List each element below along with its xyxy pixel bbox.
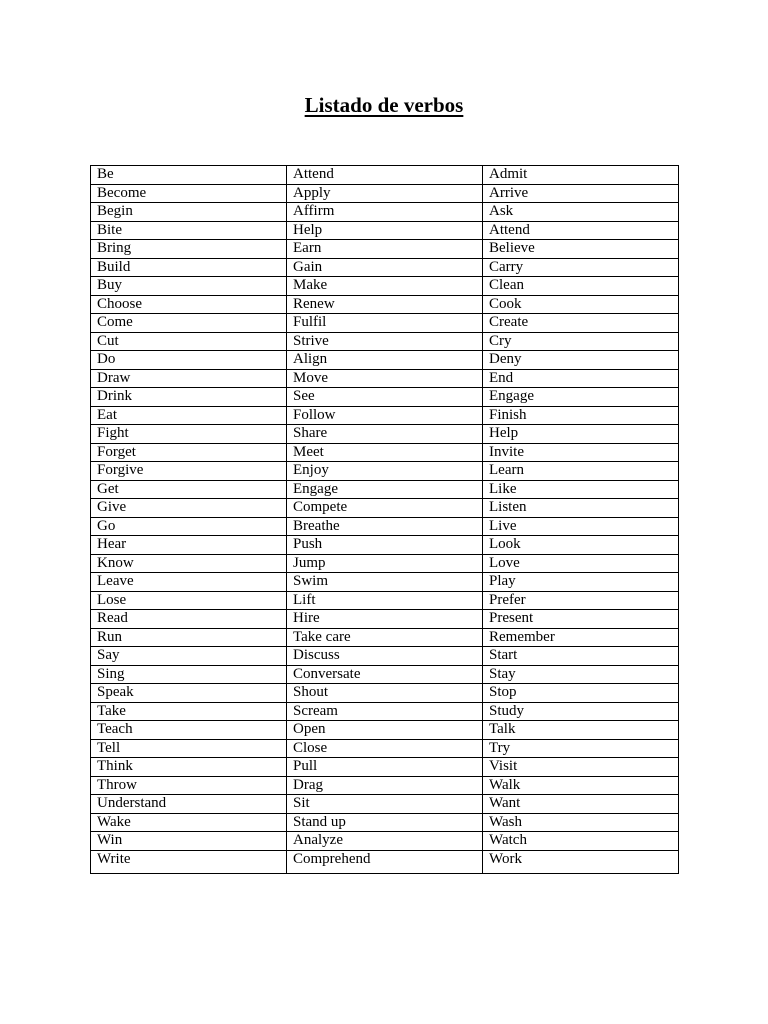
table-cell: Pull: [287, 758, 483, 777]
verbs-table: [90, 165, 679, 874]
table-cell: Teach: [91, 721, 287, 740]
table-row: [91, 610, 679, 629]
table-cell: Bring: [91, 240, 287, 259]
table-cell: Renew: [287, 295, 483, 314]
table-row: [91, 739, 679, 758]
table-row: [91, 628, 679, 647]
table-row: [91, 795, 679, 814]
table-cell: Conversate: [287, 665, 483, 684]
verbs-table-body: [91, 166, 679, 874]
table-cell: Affirm: [287, 203, 483, 222]
table-cell: Get: [91, 480, 287, 499]
document-title: [0, 92, 768, 118]
table-cell: Drag: [287, 776, 483, 795]
table-row: [91, 166, 679, 185]
table-cell: Stand up: [287, 813, 483, 832]
table-cell: Carry: [483, 258, 679, 277]
table-cell: Drink: [91, 388, 287, 407]
table-cell: Shout: [287, 684, 483, 703]
table-cell: Take care: [287, 628, 483, 647]
table-row: [91, 425, 679, 444]
table-cell: Forgive: [91, 462, 287, 481]
table-cell: Run: [91, 628, 287, 647]
table-cell: Move: [287, 369, 483, 388]
table-cell: Start: [483, 647, 679, 666]
table-cell: Lose: [91, 591, 287, 610]
table-cell: Align: [287, 351, 483, 370]
table-cell: Jump: [287, 554, 483, 573]
table-cell: Swim: [287, 573, 483, 592]
table-cell: Try: [483, 739, 679, 758]
table-cell: Remember: [483, 628, 679, 647]
table-cell: Learn: [483, 462, 679, 481]
table-cell: Hear: [91, 536, 287, 555]
table-cell: Analyze: [287, 832, 483, 851]
table-cell: Throw: [91, 776, 287, 795]
table-cell: Present: [483, 610, 679, 629]
table-row: [91, 684, 679, 703]
table-cell: Share: [287, 425, 483, 444]
table-cell: Go: [91, 517, 287, 536]
table-cell: Choose: [91, 295, 287, 314]
table-cell: Draw: [91, 369, 287, 388]
table-row: [91, 850, 679, 873]
table-cell: Give: [91, 499, 287, 518]
table-row: [91, 832, 679, 851]
table-cell: Gain: [287, 258, 483, 277]
table-cell: Apply: [287, 184, 483, 203]
table-row: [91, 480, 679, 499]
table-row: [91, 184, 679, 203]
table-cell: Prefer: [483, 591, 679, 610]
table-cell: Watch: [483, 832, 679, 851]
table-cell: Admit: [483, 166, 679, 185]
table-cell: Build: [91, 258, 287, 277]
table-cell: Look: [483, 536, 679, 555]
table-cell: Walk: [483, 776, 679, 795]
table-cell: Arrive: [483, 184, 679, 203]
table-cell: Believe: [483, 240, 679, 259]
table-cell: Want: [483, 795, 679, 814]
table-cell: Say: [91, 647, 287, 666]
table-cell: Speak: [91, 684, 287, 703]
table-cell: Engage: [287, 480, 483, 499]
table-cell: Finish: [483, 406, 679, 425]
table-row: [91, 388, 679, 407]
table-cell: Sit: [287, 795, 483, 814]
table-cell: Know: [91, 554, 287, 573]
table-cell: Push: [287, 536, 483, 555]
table-row: [91, 499, 679, 518]
table-cell: Scream: [287, 702, 483, 721]
table-cell: Enjoy: [287, 462, 483, 481]
table-cell: Follow: [287, 406, 483, 425]
table-cell: Sing: [91, 665, 287, 684]
table-row: [91, 702, 679, 721]
table-cell: Ask: [483, 203, 679, 222]
table-cell: Listen: [483, 499, 679, 518]
table-cell: Eat: [91, 406, 287, 425]
table-cell: Cry: [483, 332, 679, 351]
table-cell: Lift: [287, 591, 483, 610]
table-row: [91, 258, 679, 277]
table-cell: Cook: [483, 295, 679, 314]
table-cell: Breathe: [287, 517, 483, 536]
table-row: [91, 351, 679, 370]
table-row: [91, 721, 679, 740]
table-cell: Help: [483, 425, 679, 444]
document-title-text: Listado de verbos: [304, 93, 464, 117]
table-cell: Cut: [91, 332, 287, 351]
table-cell: Tell: [91, 739, 287, 758]
table-row: [91, 462, 679, 481]
table-row: [91, 758, 679, 777]
table-cell: Forget: [91, 443, 287, 462]
table-cell: Open: [287, 721, 483, 740]
table-cell: Win: [91, 832, 287, 851]
table-cell: Come: [91, 314, 287, 333]
table-row: [91, 647, 679, 666]
table-row: [91, 295, 679, 314]
table-cell: Take: [91, 702, 287, 721]
table-cell: Be: [91, 166, 287, 185]
table-cell: Close: [287, 739, 483, 758]
table-row: [91, 240, 679, 259]
table-row: [91, 277, 679, 296]
table-cell: Compete: [287, 499, 483, 518]
table-cell: Wash: [483, 813, 679, 832]
table-cell: Do: [91, 351, 287, 370]
table-cell: Live: [483, 517, 679, 536]
table-cell: Clean: [483, 277, 679, 296]
table-row: [91, 203, 679, 222]
table-cell: Understand: [91, 795, 287, 814]
table-cell: Discuss: [287, 647, 483, 666]
table-row: [91, 591, 679, 610]
table-cell: Visit: [483, 758, 679, 777]
table-cell: Attend: [287, 166, 483, 185]
table-cell: Think: [91, 758, 287, 777]
table-row: [91, 406, 679, 425]
table-cell: Fulfil: [287, 314, 483, 333]
table-cell: Begin: [91, 203, 287, 222]
table-cell: Buy: [91, 277, 287, 296]
table-row: [91, 369, 679, 388]
table-cell: Engage: [483, 388, 679, 407]
table-cell: Strive: [287, 332, 483, 351]
table-cell: Like: [483, 480, 679, 499]
table-cell: Work: [483, 850, 679, 873]
table-cell: End: [483, 369, 679, 388]
table-row: [91, 776, 679, 795]
table-cell: Make: [287, 277, 483, 296]
table-row: [91, 517, 679, 536]
table-cell: Read: [91, 610, 287, 629]
table-cell: Hire: [287, 610, 483, 629]
table-row: [91, 665, 679, 684]
table-cell: Leave: [91, 573, 287, 592]
table-cell: Attend: [483, 221, 679, 240]
table-cell: Wake: [91, 813, 287, 832]
table-row: [91, 554, 679, 573]
table-cell: Meet: [287, 443, 483, 462]
table-cell: Help: [287, 221, 483, 240]
table-cell: Become: [91, 184, 287, 203]
table-row: [91, 813, 679, 832]
table-cell: Stop: [483, 684, 679, 703]
table-cell: Talk: [483, 721, 679, 740]
table-cell: Write: [91, 850, 287, 873]
table-cell: Stay: [483, 665, 679, 684]
table-cell: See: [287, 388, 483, 407]
table-cell: Create: [483, 314, 679, 333]
table-row: [91, 314, 679, 333]
table-row: [91, 221, 679, 240]
table-cell: Study: [483, 702, 679, 721]
table-cell: Deny: [483, 351, 679, 370]
table-cell: Fight: [91, 425, 287, 444]
table-row: [91, 443, 679, 462]
table-cell: Play: [483, 573, 679, 592]
table-row: [91, 573, 679, 592]
table-cell: Bite: [91, 221, 287, 240]
table-cell: Earn: [287, 240, 483, 259]
table-row: [91, 332, 679, 351]
table-cell: Comprehend: [287, 850, 483, 873]
table-cell: Invite: [483, 443, 679, 462]
table-row: [91, 536, 679, 555]
table-cell: Love: [483, 554, 679, 573]
